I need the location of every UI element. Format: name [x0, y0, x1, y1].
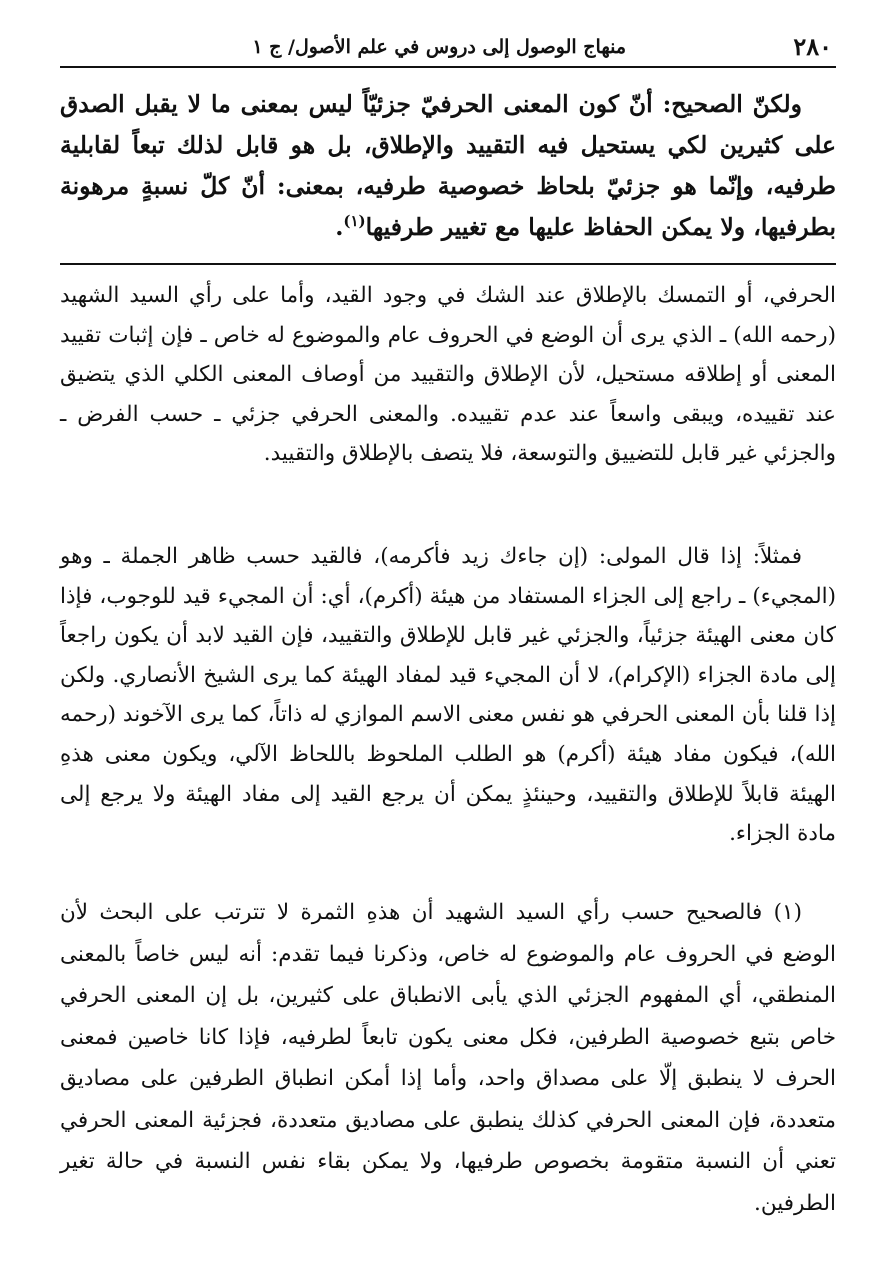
page-header [60, 30, 836, 68]
main-paragraph-end: . [335, 213, 344, 241]
example-paragraph: فمثلاً: إذا قال المولى: (إن جاءك زيد فأكرمه)، فالقيد حسب ظاهر الجملة ـ وهو (المجيء) ـ راجع إلى الجزاء المستفاد من هيئة (أكرم)، أي: أن المجيء قيد للوجوب، فإذا كان معنى الهيئة جزئياً، والجزئي غير قابل للإطلاق والتقييد، فإن القيد لابد أن يكون راجعاً إلى مادة الجزاء (الإكرام)، لا أن المجيء قيد لمفاد الهيئة كما يرى الشيخ الأنصاري. ولكن إذا قلنا بأن المعنى الحرفي هو نفس معنى الاسم الموازي له ذاتاً، كما يرى الآخوند (رحمه الله)، فيكون مفاد هيئة (أكرم) هو الطلب الملحوظ باللحاظ الآلي، ويكون معنى هذهِ الهيئة قابلاً للإطلاق والتقييد، وحينئذٍ يمكن أن يرجع القيد إلى مفاد الهيئة ولا يرجع إلى مادة الجزاء. [60, 544, 836, 847]
main-paragraph [60, 84, 836, 248]
running-title: منهاج الوصول إلى دروس في علم الأصول/ ج ١ [252, 36, 626, 58]
page-number: ٢٨٠ [793, 32, 832, 61]
main-paragraph-text: ولكنّ الصحيح: أنّ كون المعنى الحرفيّ جزئيّاً ليس بمعنى ما لا يقبل الصدق على كثيرين لكي يستحيل فيه التقييد والإطلاق، بل هو قابل لذلك تبعاً لقابلية طرفيه، وإنّما هو جزئيّ بلحاظ خصوصية طرفيه، بمعنى: أنّ كلّ نسبةٍ مرهونة بطرفيها، ولا يمكن الحفاظ عليها مع تغيير طرفيها [60, 90, 836, 241]
footnote-separator [60, 263, 836, 265]
continued-footnote-paragraph: الحرفي، أو التمسك بالإطلاق عند الشك في وجود القيد، وأما على رأي السيد الشهيد (رحمه الله) ـ الذي يرى أن الوضع في الحروف عام والموضوع له خاص ـ فإن إثبات تقييد المعنى أو إطلاقه مستحيل، لأن الإطلاق والتقييد من أوصاف المعنى الكلي الذي يتضيق عند تقييده، ويبقى واسعاً عند عدم تقييده. والمعنى الحرفي جزئي ـ حسب الفرض ـ والجزئي غير قابل للتضييق والتوسعة، فلا يتصف بالإطلاق والتقييد. [60, 283, 836, 466]
footnote-reference: (١) [343, 212, 366, 231]
footnote-paragraph: (١) فالصحيح حسب رأي السيد الشهيد أن هذهِ الثمرة لا تترتب على البحث لأن الوضع في الحروف عام والموضوع له خاص، وذكرنا فيما تقدم: أنه ليس خاصاً بالمعنى المنطقي، أي المفهوم الجزئي الذي يأبى الانطباق على كثيرين، بل إن المعنى الحرفي خاص بتبع خصوصية الطرفين، فكل معنى يكون تابعاً لطرفيه، فإذا كانا خاصين فمعنى الحرف لا ينطبق إلّا على مصداق واحد، وأما إذا أمكن انطباق الطرفين على مصاديق متعددة، فإن المعنى الحرفي كذلك ينطبق على مصاديق متعددة، فجزئية المعنى الحرفي تعني أن النسبة متقومة بخصوص طرفيها، ولا يمكن بقاء نفس النسبة في حالة تغير الطرفين. [60, 900, 836, 1216]
